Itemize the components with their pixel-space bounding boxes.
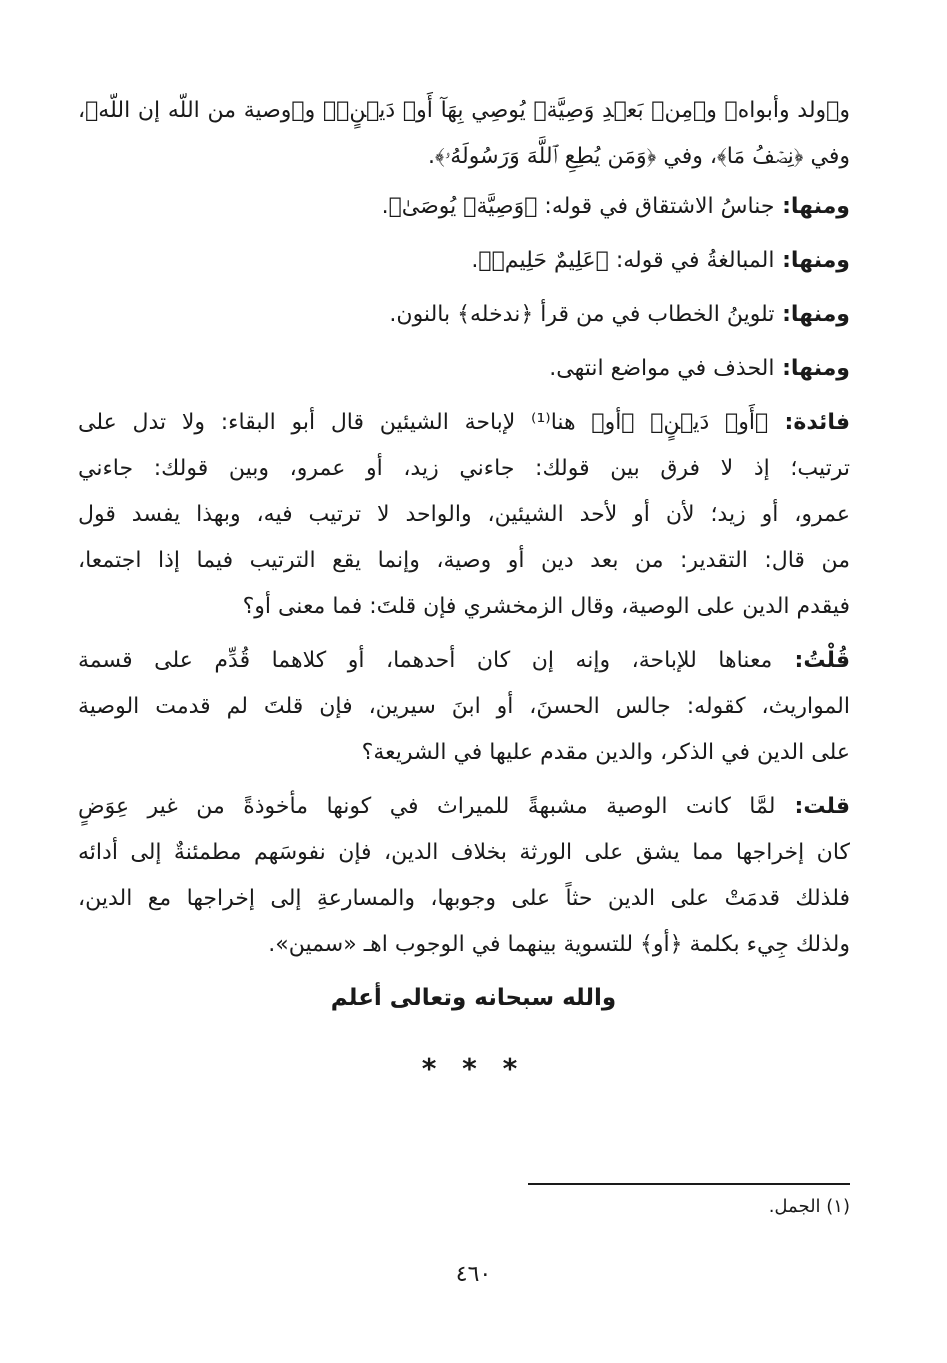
text-line xyxy=(78,446,850,492)
line-text: ولذلك جِيء بكلمة ﴿أو﴾ للتسوية بينهما في الوجوب اهـ «سمين». xyxy=(268,932,850,957)
text-line xyxy=(78,346,850,392)
line-text: معناها للإباحة، وإنه إن كان أحدهما، أو كلاهما قُدِّم على قسمة xyxy=(78,648,773,673)
text-line xyxy=(78,684,850,730)
line-text: كان إخراجها مما يشق على الورثة بخلاف الدين، فإن نفوسَهم مطمئنةٌ إلى أدائه xyxy=(78,840,850,865)
line-text: و﴿ولد وأبواه﴾ و﴿مِنۢ بَعۡدِ وَصِيَّةٖ يُوصِي بِهَآ أَوۡ دَيۡنٍۗ﴾ و﴿وصية من اللّه إن اللّه﴾، xyxy=(78,98,850,123)
line-lead-word: ومنها: xyxy=(774,356,850,381)
line-lead-word: ومنها: xyxy=(774,194,850,219)
line-text: الحذف في مواضع انتهى. xyxy=(549,356,775,381)
line-lead-word: ومنها: xyxy=(774,248,850,273)
footnote-rule xyxy=(528,1183,850,1185)
text-line xyxy=(78,400,850,446)
line-lead-word: قلت: xyxy=(775,794,850,819)
text-line xyxy=(78,238,850,284)
line-text: على الدين في الذكر، والدين مقدم عليها في الشريعة؟ xyxy=(361,740,850,765)
text-line xyxy=(78,922,850,968)
text-line xyxy=(78,584,850,630)
footnote: (١) الجمل. xyxy=(768,1196,850,1217)
text-line xyxy=(78,292,850,338)
page-body xyxy=(78,88,850,968)
text-line xyxy=(78,88,850,134)
text-line xyxy=(78,492,850,538)
text-line xyxy=(78,830,850,876)
line-text: وفي ﴿نِصۡفُ مَا﴾، وفي ﴿وَمَن يُطِعِ ٱللَّهَ وَرَسُولَهُۥ﴾. xyxy=(428,144,850,169)
line-text: لمَّا كانت الوصية مشبهةً للميراث في كونها مأخوذةً من غير عِوَضٍ xyxy=(78,794,776,819)
text-line xyxy=(78,184,850,230)
line-lead-word: قُلْتُ: xyxy=(772,648,850,673)
line-text: المواريث، كقوله: جالس الحسنَ، أو ابنَ سيرين، فإن قلتَ لم قدمت الوصية xyxy=(78,694,850,719)
text-line xyxy=(78,784,850,830)
closing-phrase: والله سبحانه وتعالى أعلم xyxy=(330,985,617,1011)
line-text: من قال: التقدير: من بعد دين أو وصية، وإنما يقع الترتيب فيما إذا اجتمعا، xyxy=(78,548,850,573)
line-text: ترتيب؛ إذ لا فرق بين قولك: جاءني زيد، أو عمرو، وبين قولك: جاءني xyxy=(78,456,850,481)
line-text: فلذلك قدمَتْ على الدين حثاً على وجوبها، والمسارعةِ إلى إخراجها مع الدين، xyxy=(78,886,850,911)
text-line xyxy=(78,538,850,584)
line-text: جناسُ الاشتقاق في قوله: ﴿وَصِيَّةٖ يُوصَىٰ﴾. xyxy=(381,194,775,219)
line-text: ﴿أَوۡ دَيۡنٍ﴾ ﴿أو﴾ هنا⁽¹⁾ لإباحة الشيئين قال أبو البقاء: ولا تدل على xyxy=(78,410,769,435)
line-text: تلوينُ الخطاب في من قرأ ﴿ندخله﴾ بالنون. xyxy=(389,302,775,327)
text-line xyxy=(78,730,850,776)
page-number: ٤٦٠ xyxy=(455,1262,492,1287)
text-line xyxy=(78,638,850,684)
line-text: فيقدم الدين على الوصية، وقال الزمخشري فإن قلتَ: فما معنى أو؟ xyxy=(242,594,850,619)
line-lead-word: ومنها: xyxy=(774,302,850,327)
text-line xyxy=(78,134,850,180)
text-line xyxy=(78,876,850,922)
line-lead-word: فائدة: xyxy=(768,410,850,435)
line-text: عمرو، أو زيد؛ لأن أو لأحد الشيئين، والواحد لا ترتيب فيه، وبهذا يفسد قول xyxy=(78,502,850,527)
section-separator: * * * xyxy=(421,1052,526,1085)
line-text: المبالغةُ في قوله: ﴿عَلِيمٌ حَلِيمٞ﴾. xyxy=(471,248,775,273)
